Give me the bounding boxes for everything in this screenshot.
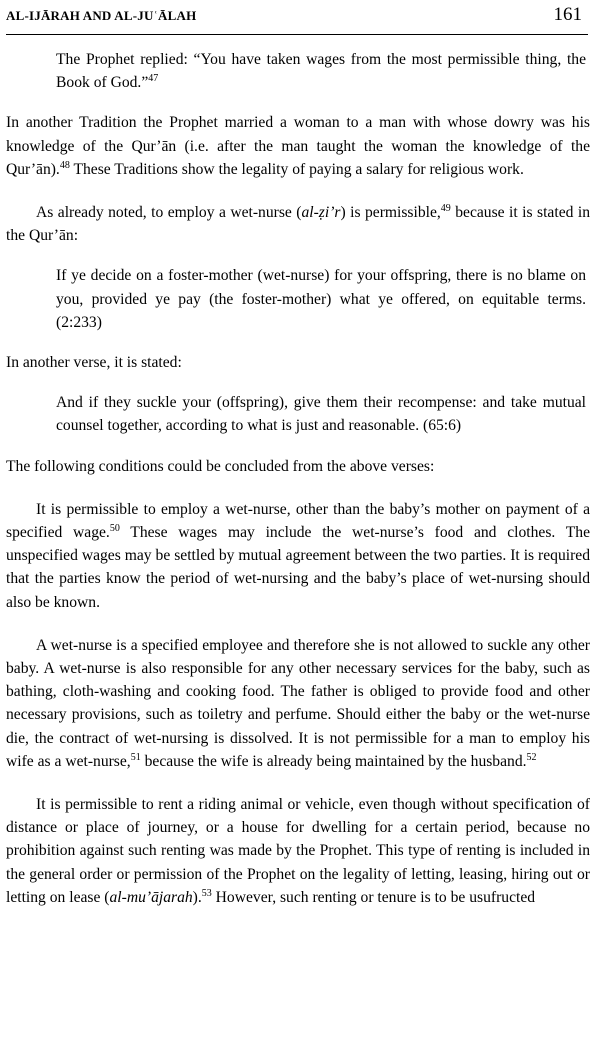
text-run: In another verse, it is stated: bbox=[6, 354, 182, 372]
text-run: These Traditions show the legality of paying a salary for religious work. bbox=[69, 160, 524, 178]
text-run: The following conditions could be concluded from the above verses: bbox=[6, 457, 435, 475]
italic-term: al-ẓi’r bbox=[301, 204, 341, 222]
text-run: ). bbox=[192, 888, 202, 906]
page-header bbox=[6, 4, 594, 34]
running-head: AL-IJĀRAH AND AL-JUʿĀLAH bbox=[6, 8, 197, 23]
body-text bbox=[6, 48, 590, 909]
text-run: The Prophet replied: “You have taken wages from the most permissible thing, the Book of God.” bbox=[56, 51, 586, 92]
page-number: 161 bbox=[553, 4, 582, 25]
footnote-marker: 52 bbox=[526, 751, 537, 763]
text-run: because the wife is already being maintained by the husband. bbox=[140, 752, 527, 770]
text-run: These wages may include the wet-nurse’s food and clothes. The unspecified wages may be settled by mutual agreement between the two parties. It is required that the parties know the period of wet-nursing and the baby’s place of wet-nursing should also be known. bbox=[6, 524, 590, 611]
paragraph-quote-65-6 bbox=[56, 391, 586, 437]
text-run: If ye decide on a foster-mother (wet-nurse) for your offspring, there is no blame on you, provided ye pay (the foster-mother) what ye offered, on equitable terms. (2:233) bbox=[56, 267, 586, 331]
footnote-marker: 47 bbox=[148, 73, 159, 85]
text-run: However, such renting or tenure is to be usufructed bbox=[211, 888, 536, 906]
paragraph-another-verse bbox=[6, 351, 590, 374]
italic-term: al-mu’ājarah bbox=[109, 888, 193, 906]
paragraph-tradition-dowry bbox=[6, 111, 590, 181]
footnote-marker: 51 bbox=[130, 751, 141, 763]
text-run: ) is permissible, bbox=[340, 204, 441, 222]
footnote-marker: 50 bbox=[109, 522, 120, 534]
paragraph-conditions bbox=[6, 455, 590, 478]
footnote-marker: 49 bbox=[440, 202, 451, 214]
footnote-marker: 53 bbox=[201, 887, 212, 899]
paragraph-specified-employee bbox=[6, 634, 590, 773]
paragraph-wet-nurse-intro bbox=[6, 201, 590, 247]
text-run: It is permissible to rent a riding animal or vehicle, even though without specification of distance or place of journey, or a house for dwelling for a certain period, because no prohibition against such renting was made by the Prophet. This type of renting is included in the general order or permission of the Prophet on the legality of letting, leasing, hiring out or letting on lease ( bbox=[6, 796, 590, 906]
paragraph-quote-2-233 bbox=[56, 264, 586, 334]
paragraph-quote-prophet bbox=[56, 48, 586, 94]
text-run: And if they suckle your (offspring), give them their recompense: and take mutual counsel together, according to what is just and reasonable. (65:6) bbox=[56, 394, 586, 435]
header-rule bbox=[6, 34, 588, 35]
text-run: because it is stated in the Qur’ān: bbox=[6, 204, 590, 245]
footnote-marker: 48 bbox=[59, 159, 70, 171]
paragraph-specified-wage bbox=[6, 498, 590, 614]
paragraph-renting bbox=[6, 793, 590, 909]
text-run: It is permissible to employ a wet-nurse, other than the baby’s mother on payment of a specified wage. bbox=[6, 500, 590, 542]
text-run: In another Tradition the Prophet married a woman to a man with whose dowry was his knowledge of the Qur’ān (i.e. after the man taught the woman the knowledge of the Qur’ān). bbox=[6, 114, 590, 178]
text-run: A wet-nurse is a specified employee and therefore she is not allowed to suckle any other baby. A wet-nurse is also responsible for any other necessary services for the baby, such as bathing, cloth-washing and cooking food. The father is obliged to provide food and other necessary provisions, such as toiletry and perfume. Should either the baby or the wet-nurse die, the contract of wet-nursing is dissolved. It is not permissible for a man to employ his wife as a wet-nurse, bbox=[6, 636, 590, 770]
text-run: As already noted, to employ a wet-nurse ( bbox=[36, 204, 302, 222]
